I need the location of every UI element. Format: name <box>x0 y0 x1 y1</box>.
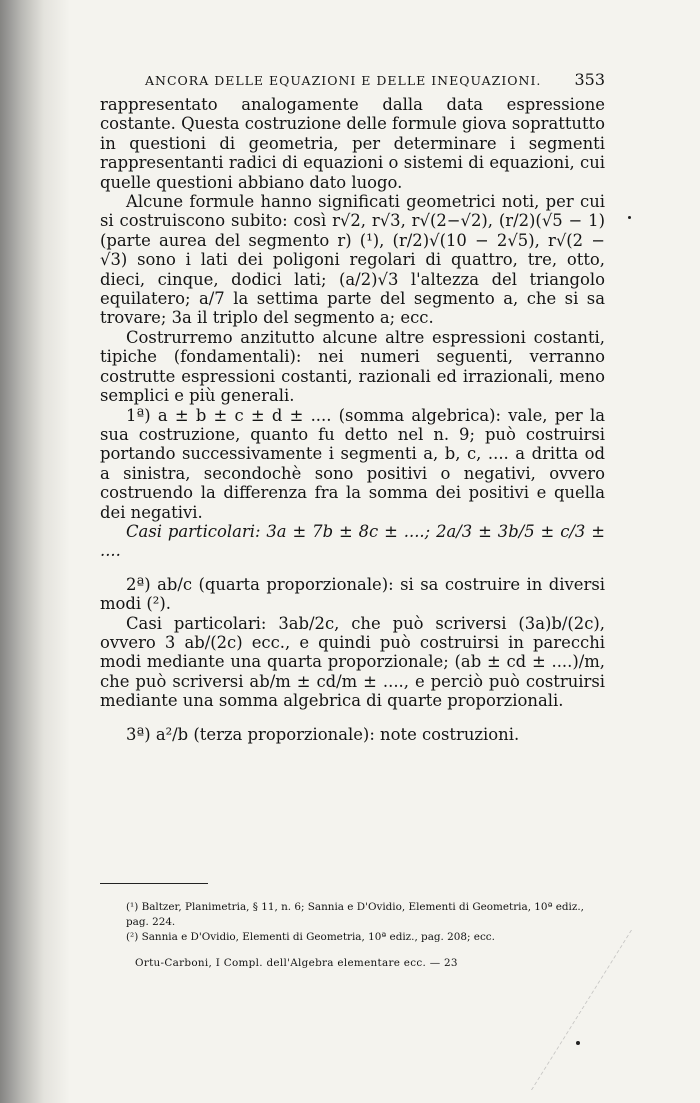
book-binding-shadow <box>0 0 70 1103</box>
page-number: 353 <box>574 70 605 89</box>
footnote-rule <box>100 883 208 884</box>
header-title: ANCORA DELLE EQUAZIONI E DELLE INEQUAZIONI. <box>145 73 542 88</box>
main-text <box>100 95 605 744</box>
footnotes <box>100 900 610 945</box>
footnote-1: (¹) Baltzer, Planimetria, § 11, n. 6; Sannia e D'Ovidio, Elementi di Geometria, 10ª ediz., pag. 224. <box>126 901 584 928</box>
paragraph-1: rappresentato analogamente dalla data espressione costante. Questa costruzione delle formule giova soprattutto in questioni di geometria, per determinare i segmenti rappresentanti radici di equazioni o sistemi di equazioni, cui quelle questioni abbiano dato luogo. <box>100 95 606 192</box>
footnote-2: (²) Sannia e D'Ovidio, Elementi di Geometria, 10ª ediz., pag. 208; ecc. <box>126 931 495 943</box>
running-header <box>145 70 605 92</box>
paragraph-5: Casi particolari: 3a ± 7b ± 8c ± ....; 2a/3 ± 3b/5 ± c/3 ± .... <box>100 521 605 561</box>
signature-line: Ortu-Carboni, I Compl. dell'Algebra elementare ecc. — 23 <box>135 957 458 969</box>
paragraph-3: Costrurremo anzitutto alcune altre espressioni costanti, tipiche (fondamentali): nei numeri seguenti, verranno costrutte espressioni costanti, razionali ed irrazionali, meno semplici e più generali. <box>100 327 605 406</box>
ink-speck <box>576 1041 580 1045</box>
paragraph-4: 1ª) a ± b ± c ± d ± .... (somma algebrica): vale, per la sua costruzione, quanto fu detto nel n. 9; può costruirsi portando successivamente i segmenti a, b, c, .... a dritta od a sinistra, secondochè sono positivi o negativi, ovvero costruendo la differenza fra la somma dei positivi e quella dei negativi. <box>100 405 605 522</box>
paragraph-2: Alcune formule hanno significati geometrici noti, per cui si costruiscono subito: così r√2, r√3, r√(2−√2), (r/2)(√5 − 1) (parte aurea del segmento r) (¹), (r/2)√(10 − 2√5), r√(2 − √3) sono i lati dei poligoni regolari di quattro, tre, otto, dieci, cinque, dodici lati; (a/2)√3 l'altezza del triangolo equilatero; a/7 la settima parte del segmento a, che si sa trovare; 3a il triplo del segmento a; ecc. <box>100 192 605 328</box>
paragraph-8: 3ª) a²/b (terza proporzionale): note costruzioni. <box>126 724 520 744</box>
paragraph-7: Casi particolari: 3ab/2c, che può scriversi (3a)b/(2c), ovvero 3 ab/(2c) ecc., e quindi può costruirsi in parecchi modi mediante una quarta proporzionale; (ab ± cd ± ....)/m, che può scriversi ab/m ± cd/m ± ...., e perciò può costruirsi mediante una somma algebrica di quarte proporzionali. <box>100 613 605 711</box>
ink-speck <box>628 216 631 219</box>
page-crease <box>531 930 700 1090</box>
paragraph-6: 2ª) ab/c (quarta proporzionale): si sa costruire in diversi modi (²). <box>100 574 605 614</box>
